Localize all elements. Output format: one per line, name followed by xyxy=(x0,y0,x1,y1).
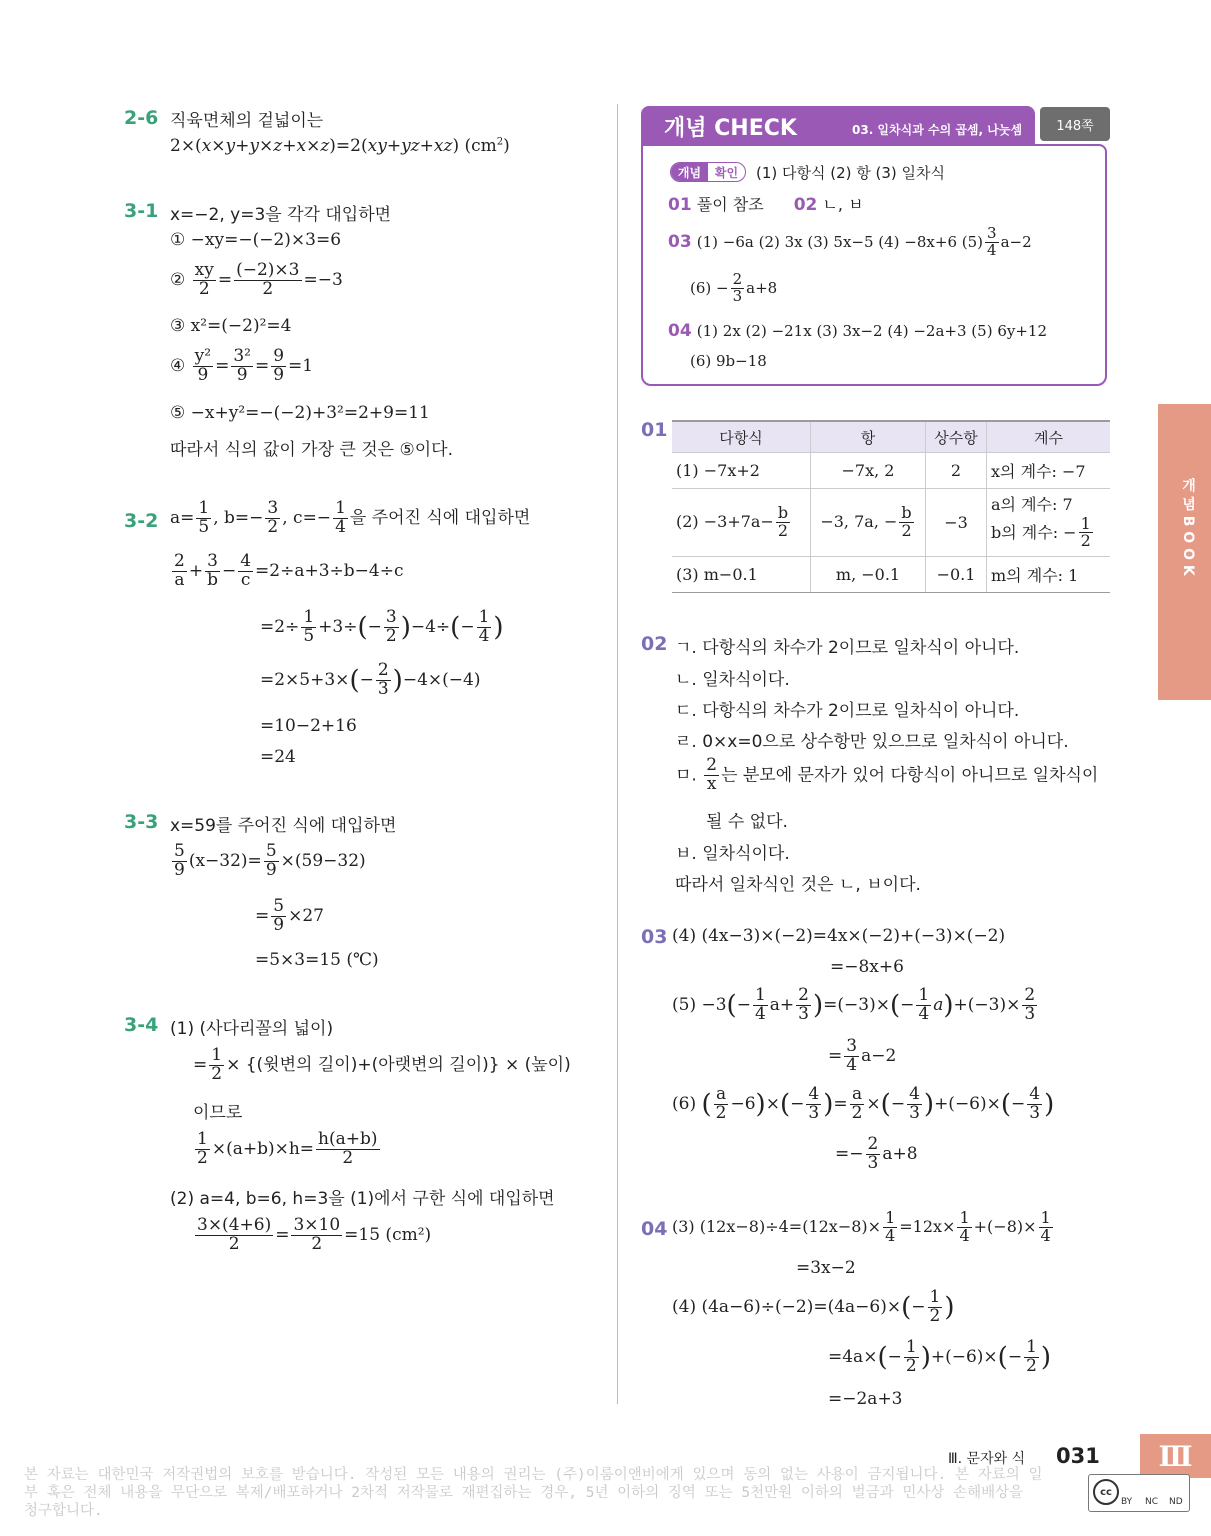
polynomial-table xyxy=(672,420,1110,593)
problem-3-1-choice-5: ⑤ −x+y²=−(−2)+3²=2+9=11 xyxy=(170,403,430,423)
cc-nd-label: ND xyxy=(1169,1497,1183,1507)
problem-02-line-7: ㅂ. 일차식이다. xyxy=(675,844,790,864)
cc-license-badge xyxy=(1088,1474,1190,1512)
concept-check-subtitle: 03. 일차식과 수의 곱셈, 나눗셈 xyxy=(852,123,1023,137)
problem-03-line-6: =− $\frac{2}{3}$ a+8 xyxy=(835,1134,918,1173)
table-cell: −3, 7a, − $\frac{b}{2}$ xyxy=(811,489,926,557)
copyright-notice: 본 자료는 대한민국 저작권법의 보호를 받습니다. 작성된 모든 내용의 권리는 (주)이룸이앤비에게 있으며 동의 없는 사용이 금지됩니다. 본 자료의 일부 혹은 전체 내용을 무단으로 복제/배포하거나 2차적 저작물로 재편집하는 경우, 5년 이하의 징역 또는 5천만원 이하의 벌금과 민사상 손해배상을 청구합니다. xyxy=(24,1467,1043,1519)
problem-3-4-line-2: $\frac{1}{2}$ ×(a+b)×h= $\frac{h(a+b)}{2}$ xyxy=(197,1129,378,1168)
problem-04-line-1: (3) (12x−8)÷4=(12x−8)× $\frac{1}{4}$ =12x× $\frac{1}{4}$ +(−8)× $\frac{1}{4}$ xyxy=(672,1208,1051,1245)
table-cell: (3) m−0.1 xyxy=(672,557,811,593)
concept-confirm-badge: 개념 확인 xyxy=(670,162,746,182)
table-cell: 2 xyxy=(926,453,987,489)
column-divider xyxy=(617,104,618,1404)
cc-icon: cc xyxy=(1093,1479,1119,1505)
problem-3-1-choice-3: ③ x²=(−2)²=4 xyxy=(170,316,292,336)
problem-02-line-2: ㄴ. 일차식이다. xyxy=(675,670,790,690)
check-row-03: 03 (1) −6a (2) 3x (3) 5x−5 (4) −8x+6 (5) $\frac{3}{4}$ a−2 xyxy=(668,224,1032,259)
cc-nc-label: NC xyxy=(1145,1497,1159,1507)
problem-03-line-1: (4) (4x−3)×(−2)=4x×(−2)+(−3)×(−2) xyxy=(672,926,1006,946)
problem-3-4-line-3: $\frac{3\times(4+6)}{2}$ = $\frac{3\times 10}{2}$ =15 (cm²) xyxy=(197,1215,432,1254)
problem-03-line-2: =−8x+6 xyxy=(830,957,904,977)
problem-04-line-3: (4) (4a−6)÷(−2)=(4a−6)×(− $\frac{1}{2}$ ) xyxy=(672,1287,955,1326)
check-row-04: 04 (1) 2x (2) −21x (3) 3x−2 (4) −2a+3 (5) 6y+12 xyxy=(668,321,1047,341)
chapter-roman-tab: Ⅲ xyxy=(1140,1434,1211,1478)
table-header-row xyxy=(672,421,1110,453)
table-header: 항 xyxy=(811,421,926,453)
problem-01-number: 01 xyxy=(641,419,668,441)
table-header: 계수 xyxy=(987,421,1111,453)
check-row-04-6: (6) 9b−18 xyxy=(690,352,767,370)
problem-02-line-8: 따라서 일차식인 것은 ㄴ, ㅂ이다. xyxy=(675,875,921,895)
problem-02-line-5: ㅁ. $\frac{2}{x}$ 는 분모에 문자가 있어 다항식이 아니므로 일차식이 xyxy=(675,755,1099,794)
table-cell: m의 계수: 1 xyxy=(987,557,1111,593)
page-number: 031 xyxy=(1056,1444,1100,1468)
table-cell: −0.1 xyxy=(926,557,987,593)
table-cell: −7x, 2 xyxy=(811,453,926,489)
problem-03-line-4: = $\frac{3}{4}$ a−2 xyxy=(828,1036,897,1075)
concept-book-side-label: 개 념 B O O K xyxy=(1180,478,1196,576)
problem-2-6-text: 직육면체의 겉넓이는 xyxy=(170,111,324,131)
table-cell: x의 계수: −7 xyxy=(987,453,1111,489)
problem-03-line-3: (5) −3(− $\frac{1}{4}$ a+ $\frac{2}{3}$ )=(−3)×(− $\frac{1}{4}$ a)+(−3)× $\frac{2}{3}$ xyxy=(672,985,1036,1024)
problem-3-1-conclusion: 따라서 식의 값이 가장 큰 것은 ⑤이다. xyxy=(170,440,453,460)
check-row-03-6: (6) − $\frac{2}{3}$ a+8 xyxy=(690,270,778,305)
problem-3-4-text-3: (2) a=4, b=6, h=3을 (1)에서 구한 식에 대입하면 xyxy=(170,1189,555,1209)
table-row xyxy=(672,557,1110,593)
problem-04-number: 04 xyxy=(641,1218,668,1240)
problem-3-2-line-1: a= $\frac{1}{5}$ , b=− $\frac{3}{2}$ , c=− $\frac{1}{4}$ 을 주어진 식에 대입하면 xyxy=(170,498,531,537)
problem-3-1-text: x=−2, y=3을 각각 대입하면 xyxy=(170,205,392,225)
problem-3-2-number: 3-2 xyxy=(124,510,159,532)
problem-3-3-number: 3-3 xyxy=(124,811,159,833)
problem-04-line-5: =−2a+3 xyxy=(828,1389,903,1409)
problem-3-2-line-3: =2÷ $\frac{1}{5}$ +3÷(− $\frac{3}{2}$ )−4÷(− $\frac{1}{4}$ ) xyxy=(260,607,504,646)
problem-3-3-line-2: = $\frac{5}{9}$ ×27 xyxy=(255,896,324,935)
problem-3-2-line-6: =24 xyxy=(260,747,296,767)
problem-3-3-line-3: =5×3=15 (℃) xyxy=(255,950,379,970)
problem-3-1-choice-1: ① −xy=−(−2)×3=6 xyxy=(170,230,342,250)
problem-3-1-choice-4: ④ $\frac{\text{y²}}{9}$ = $\frac{\text{3²}}{9}$ = $\frac{9}{9}$ =1 xyxy=(170,346,314,385)
table-cell: m, −0.1 xyxy=(811,557,926,593)
check-row-01-02: 01 풀이 참조 02 ㄴ, ㅂ xyxy=(668,195,864,215)
problem-3-2-line-5: =10−2+16 xyxy=(260,716,357,736)
chapter-label: Ⅲ. 문자와 식 xyxy=(948,1451,1026,1467)
problem-3-4-number: 3-4 xyxy=(124,1014,159,1036)
problem-3-4-text-2: 이므로 xyxy=(193,1103,243,1123)
table-header: 다항식 xyxy=(672,421,811,453)
problem-02-line-1: ㄱ. 다항식의 차수가 2이므로 일차식이 아니다. xyxy=(675,638,1020,658)
table-header: 상수항 xyxy=(926,421,987,453)
problem-03-line-5: (6) ( $\frac{a}{2}$ −6)×(− $\frac{4}{3}$ )= $\frac{a}{2}$ ×(− $\frac{4}{3}$ )+(−6)×(− $\frac{4}{3}$ ) xyxy=(672,1084,1055,1123)
problem-3-3-line-1: $\frac{5}{9}$ (x−32)= $\frac{5}{9}$ ×(59−32) xyxy=(174,841,366,880)
problem-2-6-equation: 2×(x×y+y×z+x×z)=2(xy+yz+xz) $(cm^2)$ xyxy=(170,136,510,156)
problem-02-number: 02 xyxy=(641,633,668,655)
problem-02-line-3: ㄷ. 다항식의 차수가 2이므로 일차식이 아니다. xyxy=(675,701,1020,721)
table-cell: (2) −3+7a− $\frac{b}{2}$ xyxy=(672,489,811,557)
table-row xyxy=(672,453,1110,489)
problem-2-6-number: 2-6 xyxy=(124,107,159,129)
problem-3-4-text-1: (1) (사다리꼴의 넓이) xyxy=(170,1019,334,1039)
problem-04-line-2: =3x−2 xyxy=(796,1258,856,1278)
reference-page-tab: 148쪽 xyxy=(1040,107,1110,141)
concept-confirm-answer: (1) 다항식 (2) 항 (3) 일차식 xyxy=(756,164,946,182)
concept-check-title: 개념 CHECK xyxy=(664,116,797,141)
table-row xyxy=(672,489,1110,557)
problem-3-1-number: 3-1 xyxy=(124,200,159,222)
problem-3-2-line-2: $\frac{2}{a}$ + $\frac{3}{b}$ − $\frac{4}{c}$ =2÷a+3÷b−4÷c xyxy=(174,551,404,590)
problem-3-3-text: x=59를 주어진 식에 대입하면 xyxy=(170,816,397,836)
problem-03-number: 03 xyxy=(641,926,668,948)
problem-04-line-4: =4a×(− $\frac{1}{2}$ )+(−6)×(− $\frac{1}{2}$ ) xyxy=(828,1337,1052,1376)
cc-by-label: BY xyxy=(1121,1497,1133,1507)
table-cell: (1) −7x+2 xyxy=(672,453,811,489)
table-cell: a의 계수: 7 b의 계수: − $\frac{1}{2}$ xyxy=(987,489,1111,557)
problem-3-4-line-1: = $\frac{1}{2}$ × {(윗변의 길이)+(아랫변의 길이)} × (높이) xyxy=(193,1045,571,1084)
problem-02-line-6: 될 수 없다. xyxy=(706,812,788,832)
problem-3-1-choice-2: ② $\frac{xy}{2}$ = $\frac{(-2)\times 3}{2}$ =−3 xyxy=(170,260,343,299)
problem-3-2-line-4: =2×5+3×(− $\frac{2}{3}$ )−4×(−4) xyxy=(260,660,481,699)
problem-02-line-4: ㄹ. 0×x=0으로 상수항만 있으므로 일차식이 아니다. xyxy=(675,732,1069,752)
table-cell: −3 xyxy=(926,489,987,557)
